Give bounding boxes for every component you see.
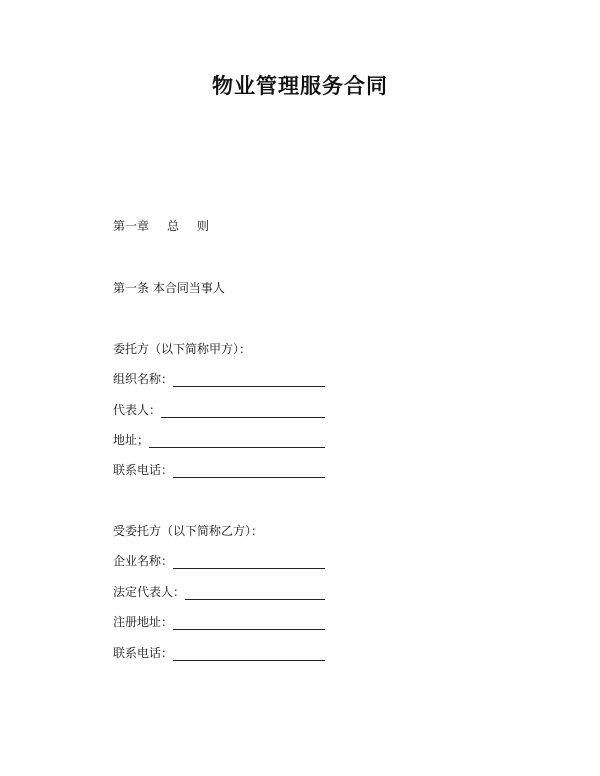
party-b-company-name-field bbox=[113, 553, 325, 569]
field-label: 联系电话： bbox=[113, 463, 174, 477]
fill-in-blank[interactable] bbox=[173, 373, 325, 387]
field-label: 地址； bbox=[113, 433, 150, 447]
document-title: 物业管理服务合同 bbox=[212, 74, 388, 98]
party-b-legal-rep-field bbox=[113, 584, 325, 600]
chapter-name-part1: 总 bbox=[167, 219, 180, 233]
fill-in-blank[interactable] bbox=[185, 586, 325, 600]
party-a-address-field bbox=[113, 432, 325, 448]
party-a-phone-field bbox=[113, 462, 325, 478]
party-a-representative-field bbox=[113, 402, 325, 418]
chapter-name-part2: 则 bbox=[197, 219, 210, 233]
field-label: 组织名称： bbox=[113, 372, 174, 386]
field-label: 联系电话： bbox=[113, 646, 174, 660]
party-a-heading: 委托方（以下简称甲方）： bbox=[113, 342, 252, 356]
party-b-heading: 受委托方（以下简称乙方）： bbox=[113, 524, 264, 538]
field-label: 企业名称： bbox=[113, 554, 174, 568]
party-b-phone-field bbox=[113, 645, 325, 661]
fill-in-blank[interactable] bbox=[173, 464, 325, 478]
article-heading: 第一条 本合同当事人 bbox=[113, 281, 225, 295]
fill-in-blank[interactable] bbox=[173, 616, 325, 630]
field-label: 法定代表人： bbox=[113, 585, 186, 599]
field-label: 代表人： bbox=[113, 403, 162, 417]
fill-in-blank[interactable] bbox=[149, 434, 325, 448]
party-b-registered-address-field bbox=[113, 614, 325, 630]
party-a-org-name-field bbox=[113, 371, 325, 387]
fill-in-blank[interactable] bbox=[173, 647, 325, 661]
chapter-number: 第一章 bbox=[113, 219, 150, 233]
field-label: 注册地址： bbox=[113, 615, 174, 629]
chapter-heading bbox=[113, 218, 209, 234]
fill-in-blank[interactable] bbox=[173, 555, 325, 569]
fill-in-blank[interactable] bbox=[161, 404, 325, 418]
